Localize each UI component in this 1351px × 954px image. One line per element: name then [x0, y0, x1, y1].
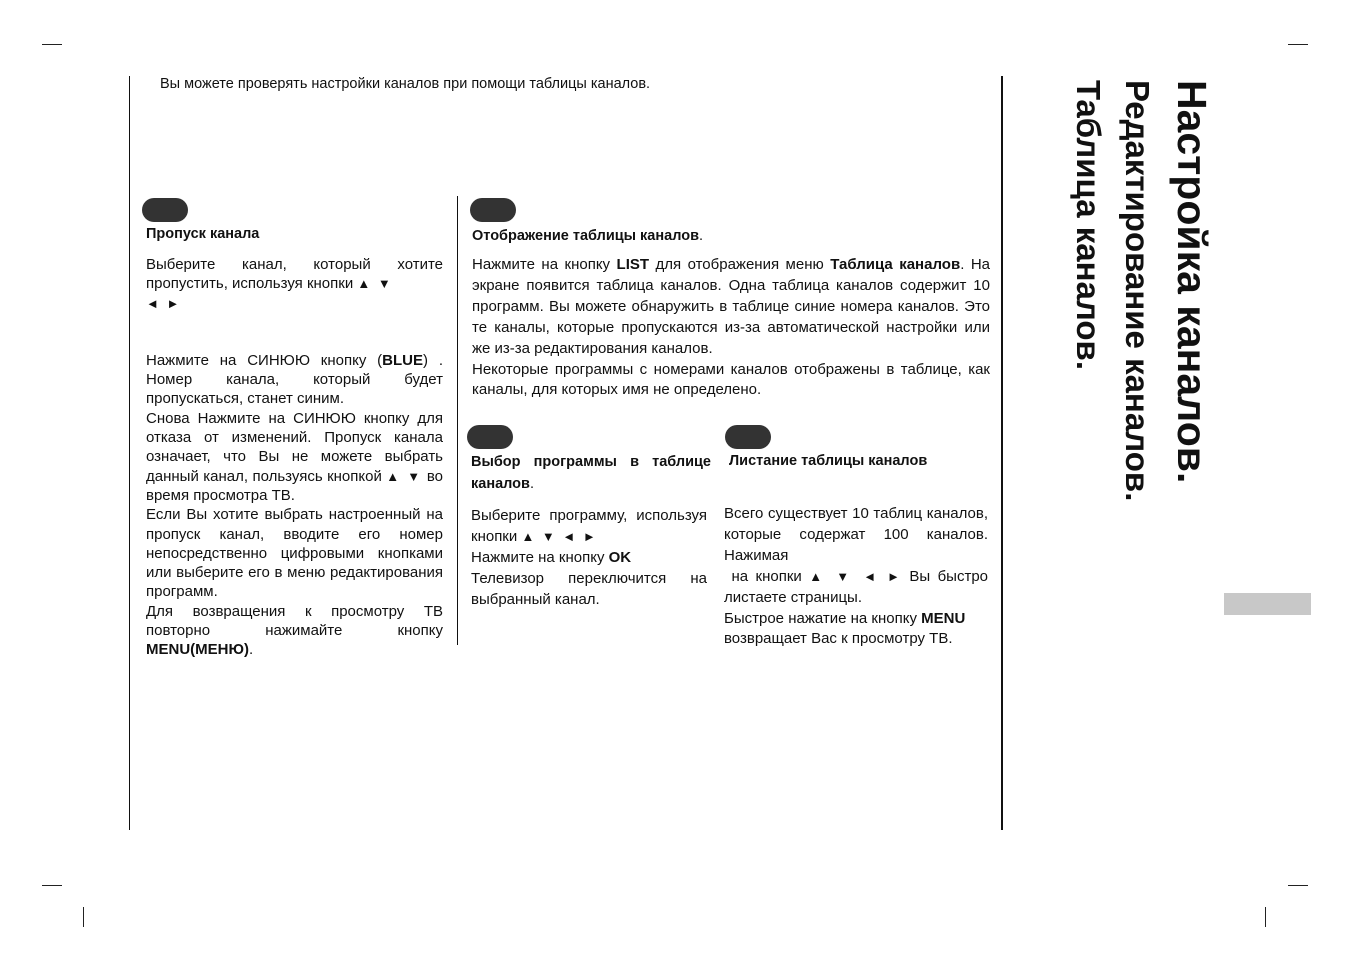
paging-title: Листание таблицы каналов [729, 453, 928, 469]
section-badge [142, 198, 188, 222]
table-title: Таблица каналов. [1070, 80, 1107, 371]
main-title: Настройка каналов. [1169, 80, 1215, 484]
select-title: Выбор программы в таблице каналов. [471, 454, 711, 492]
section-badge [725, 425, 771, 449]
section-badge [470, 198, 516, 222]
page-tab-marker [1224, 593, 1311, 615]
column-divider [457, 196, 458, 645]
arrow-keys-icon: ▲ ▼ ◄ ► [809, 568, 902, 584]
up-down-icon: ▲ ▼ [357, 276, 393, 292]
display-body: Нажмите на кнопку LIST для отображения меню Таблица каналов. На экране появится таблица каналов. Одна таблица каналов содержит 10 программ. Вы можете обнаружить в таблице синие номера каналов. Это те каналы, которые пропускаются из-за автоматической настройки или же из-за редактирования каналов. Некоторые программы с номерами каналов отображены в таблице, как каналы, для которых имя не определено. [472, 256, 990, 399]
right-border-line [1001, 76, 1003, 830]
crop-mark [1265, 907, 1266, 927]
intro-text: Вы можете проверять настройки каналов при помощи таблицы каналов. [160, 76, 651, 92]
section-badge [467, 425, 513, 449]
select-body: Выберите программу, используя кнопки ▲ ▼ ◄ ► Нажмите на кнопку OK Телевизор переключится на выбранный канал. [471, 507, 707, 608]
menu-key-label: MENU(МЕНЮ) [146, 641, 249, 659]
list-key-label: LIST [616, 256, 650, 273]
skip-body: Выберите канал, который хотите пропустить, используя кнопки ▲ ▼ ◄ ► Нажмите на СИНЮЮ кнопку (BLUE) . Номер канала, который будет пропускаться, станет синим. Снова Нажмите на СИНЮЮ кнопку для отказа от изменений. Пропуск канала означает, что Вы не можете выбрать данный канал, пользуясь кнопкой ▲ ▼ во время просмотра ТВ. Если Вы хотите выбрать настроенный на пропуск канал, вводите его номер непосредственно цифровыми кнопками или выберите его в меню редактирования программ. Для возвращения к просмотру ТВ повторно нажимайте кнопку MENU(МЕНЮ). [146, 256, 443, 659]
left-border-line [129, 76, 130, 830]
paging-body: Всего существует 10 таблиц каналов, которые содержат 100 каналов. Нажимая на кнопки ▲ ▼ ◄ ► Вы быстро листаете страницы. Быстрое нажатие на кнопку MENU возвращает Вас к просмотру ТВ. [724, 505, 989, 648]
blue-key-label: BLUE [382, 351, 423, 369]
up-down-icon: ▲ ▼ [386, 468, 423, 484]
crop-mark [1288, 44, 1308, 45]
menu-key-label: MENU [921, 609, 966, 627]
crop-mark [42, 885, 62, 886]
crop-mark [42, 44, 62, 45]
skip-title: Пропуск канала [146, 226, 260, 242]
sub-title: Редактирование каналов. [1119, 80, 1156, 502]
crop-mark [83, 907, 84, 927]
arrow-keys-icon: ▲ ▼ ◄ ► [521, 528, 598, 544]
left-right-icon: ◄ ► [146, 295, 182, 311]
ok-key-label: OK [608, 548, 632, 566]
display-title: Отображение таблицы каналов. [472, 228, 704, 244]
crop-mark [1288, 885, 1308, 886]
